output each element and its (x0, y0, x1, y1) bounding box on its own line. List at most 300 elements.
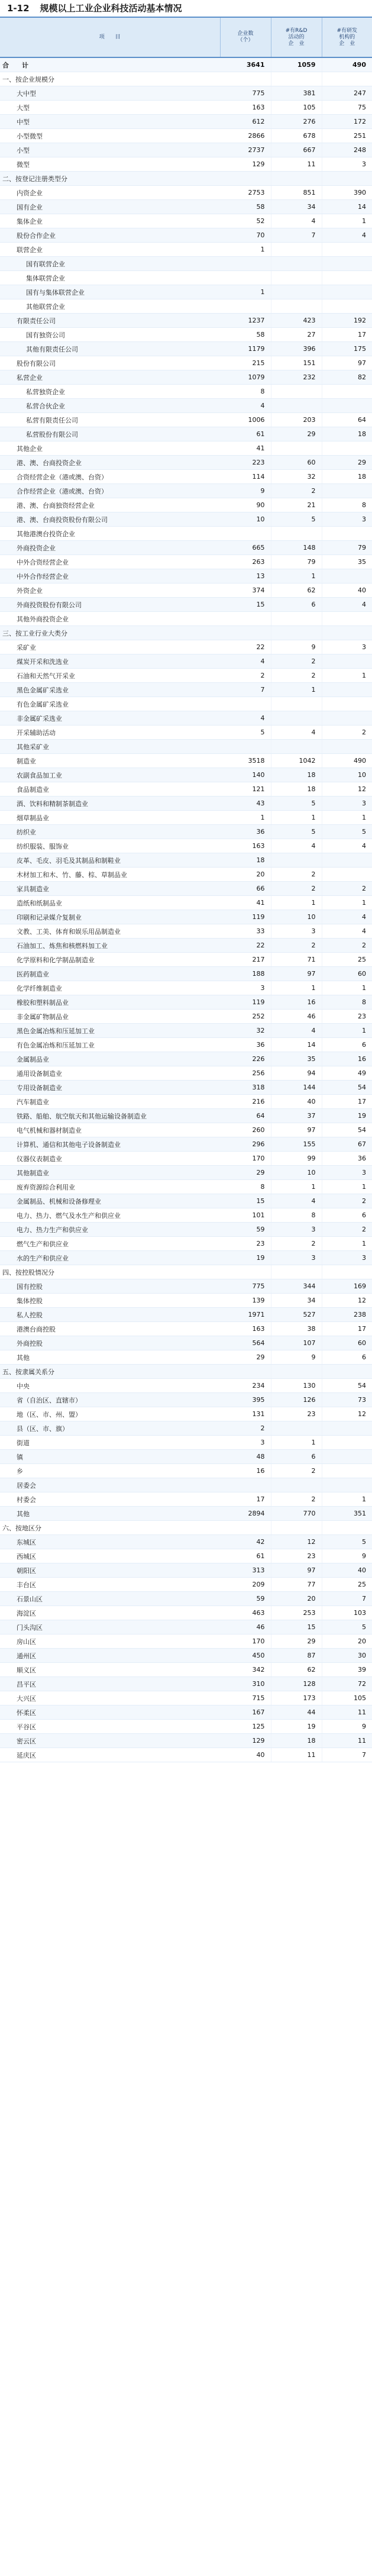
row-label: 怀柔区 (0, 1705, 220, 1720)
cell-institution-enterprises: 12 (322, 782, 372, 797)
cell-institution-enterprises: 9 (322, 1720, 372, 1734)
cell-rd-enterprises: 87 (271, 1649, 322, 1663)
cell-rd-enterprises (271, 399, 322, 413)
header-item: 项 目 (0, 17, 220, 57)
row-label: 通用设备制造业 (0, 1066, 220, 1081)
row-label: 顺义区 (0, 1663, 220, 1677)
cell-enterprises: 16 (220, 1464, 271, 1478)
table-row (0, 598, 372, 612)
table-row (0, 1720, 372, 1734)
row-label: 非金属矿采选业 (0, 711, 220, 726)
table-row (0, 825, 372, 839)
cell-rd-enterprises: 97 (271, 1123, 322, 1137)
cell-institution-enterprises (322, 243, 372, 257)
cell-rd-enterprises (271, 441, 322, 456)
cell-institution-enterprises: 1 (322, 669, 372, 683)
cell-institution-enterprises: 5 (322, 1620, 372, 1634)
cell-rd-enterprises: 12 (271, 1535, 322, 1549)
cell-rd-enterprises (271, 1365, 322, 1379)
cell-institution-enterprises (322, 172, 372, 186)
row-label: 合资经营企业（港或澳、台资） (0, 470, 220, 484)
table-row (0, 1095, 372, 1109)
row-label: 其他制造业 (0, 1166, 220, 1180)
cell-institution-enterprises: 5 (322, 825, 372, 839)
row-label: 私营企业 (0, 370, 220, 385)
cell-institution-enterprises: 60 (322, 1336, 372, 1350)
table-row (0, 853, 372, 868)
table-row (0, 328, 372, 342)
header-research-institution-enterprises: #有研发 机构的 企 业 (322, 17, 372, 57)
cell-rd-enterprises: 4 (271, 1024, 322, 1038)
cell-enterprises: 1 (220, 243, 271, 257)
table-number: 1-12 (7, 3, 30, 14)
cell-enterprises: 256 (220, 1066, 271, 1081)
cell-enterprises: 18 (220, 853, 271, 868)
row-label: 四、按控股情况分 (0, 1265, 220, 1279)
table-row (0, 1336, 372, 1350)
cell-enterprises: 564 (220, 1336, 271, 1350)
cell-enterprises: 163 (220, 839, 271, 853)
cell-rd-enterprises (271, 243, 322, 257)
row-label: 其他采矿业 (0, 740, 220, 754)
cell-rd-enterprises: 5 (271, 512, 322, 527)
cell-enterprises: 215 (220, 356, 271, 370)
cell-rd-enterprises: 79 (271, 555, 322, 569)
cell-enterprises (220, 626, 271, 640)
cell-institution-enterprises: 490 (322, 754, 372, 768)
row-label: 农副食品加工业 (0, 768, 220, 782)
cell-enterprises: 13 (220, 569, 271, 583)
table-row (0, 953, 372, 967)
cell-institution-enterprises (322, 1478, 372, 1492)
cell-rd-enterprises: 18 (271, 768, 322, 782)
row-label: 集体控股 (0, 1294, 220, 1308)
row-label: 港、澳、台商独资经营企业 (0, 498, 220, 512)
table-row (0, 967, 372, 981)
cell-enterprises (220, 271, 271, 285)
cell-rd-enterprises: 21 (271, 498, 322, 512)
row-label: 地（区、市、州、盟） (0, 1407, 220, 1421)
cell-enterprises (220, 740, 271, 754)
cell-enterprises: 463 (220, 1606, 271, 1620)
cell-institution-enterprises: 1 (322, 1024, 372, 1038)
row-label: 电力、热力生产和供应业 (0, 1223, 220, 1237)
cell-institution-enterprises: 25 (322, 953, 372, 967)
row-label: 其他港澳台投资企业 (0, 527, 220, 541)
table-row (0, 640, 372, 655)
table-row (0, 1123, 372, 1137)
cell-enterprises: 15 (220, 1194, 271, 1208)
table-row (0, 1393, 372, 1407)
table-row (0, 1066, 372, 1081)
cell-enterprises: 3518 (220, 754, 271, 768)
row-label: 电气机械和器材制造业 (0, 1123, 220, 1137)
row-label: 昌平区 (0, 1677, 220, 1691)
cell-institution-enterprises (322, 683, 372, 697)
table-row (0, 1024, 372, 1038)
row-label: 废弃资源综合利用业 (0, 1180, 220, 1194)
page-title (0, 0, 372, 17)
cell-institution-enterprises: 9 (322, 1549, 372, 1563)
cell-enterprises: 114 (220, 470, 271, 484)
table-row (0, 697, 372, 711)
row-label: 房山区 (0, 1634, 220, 1649)
table-row (0, 200, 372, 214)
cell-institution-enterprises: 17 (322, 1322, 372, 1336)
cell-rd-enterprises: 423 (271, 314, 322, 328)
table-row (0, 1478, 372, 1492)
cell-enterprises: 3 (220, 1436, 271, 1450)
cell-institution-enterprises: 11 (322, 1734, 372, 1748)
cell-enterprises: 36 (220, 825, 271, 839)
cell-institution-enterprises (322, 399, 372, 413)
cell-enterprises: 2866 (220, 129, 271, 143)
cell-enterprises: 313 (220, 1563, 271, 1578)
cell-institution-enterprises: 1 (322, 981, 372, 995)
data-table (0, 17, 372, 1762)
cell-institution-enterprises: 17 (322, 328, 372, 342)
table-row (0, 1365, 372, 1379)
cell-enterprises: 1237 (220, 314, 271, 328)
table-row (0, 129, 372, 143)
cell-institution-enterprises (322, 1421, 372, 1436)
table-row (0, 1634, 372, 1649)
cell-enterprises: 119 (220, 910, 271, 924)
cell-institution-enterprises: 97 (322, 356, 372, 370)
cell-enterprises: 125 (220, 1720, 271, 1734)
cell-enterprises: 19 (220, 1251, 271, 1265)
cell-enterprises: 90 (220, 498, 271, 512)
cell-institution-enterprises: 12 (322, 1294, 372, 1308)
table-row (0, 1535, 372, 1549)
cell-enterprises: 33 (220, 924, 271, 939)
cell-enterprises: 170 (220, 1634, 271, 1649)
cell-enterprises: 2737 (220, 143, 271, 157)
row-label: 丰台区 (0, 1578, 220, 1592)
table-row (0, 1180, 372, 1194)
table-row (0, 1081, 372, 1095)
cell-rd-enterprises: 44 (271, 1705, 322, 1720)
cell-rd-enterprises: 71 (271, 953, 322, 967)
cell-institution-enterprises: 23 (322, 1010, 372, 1024)
cell-enterprises: 64 (220, 1109, 271, 1123)
cell-rd-enterprises: 10 (271, 1166, 322, 1180)
cell-rd-enterprises: 19 (271, 1720, 322, 1734)
row-label: 合 计 (0, 57, 220, 72)
row-label: 国有企业 (0, 200, 220, 214)
cell-institution-enterprises: 8 (322, 498, 372, 512)
cell-institution-enterprises: 25 (322, 1578, 372, 1592)
row-label: 其他企业 (0, 441, 220, 456)
cell-enterprises (220, 1521, 271, 1535)
cell-rd-enterprises (271, 711, 322, 726)
cell-enterprises: 2 (220, 1421, 271, 1436)
table-row (0, 1208, 372, 1223)
row-label: 有色金属冶炼和压延加工业 (0, 1038, 220, 1052)
row-label: 外商投资企业 (0, 541, 220, 555)
cell-rd-enterprises: 99 (271, 1152, 322, 1166)
cell-enterprises: 395 (220, 1393, 271, 1407)
table-row (0, 1152, 372, 1166)
cell-rd-enterprises: 1 (271, 811, 322, 825)
row-label: 纺织业 (0, 825, 220, 839)
table-row (0, 1734, 372, 1748)
cell-rd-enterprises: 40 (271, 1095, 322, 1109)
row-label: 皮革、毛皮、羽毛及其制品和制鞋业 (0, 853, 220, 868)
table-row (0, 1052, 372, 1066)
row-label: 乡 (0, 1464, 220, 1478)
row-label: 大型 (0, 101, 220, 115)
cell-enterprises: 374 (220, 583, 271, 598)
row-label: 五、按隶属关系分 (0, 1365, 220, 1379)
cell-institution-enterprises (322, 271, 372, 285)
cell-institution-enterprises: 11 (322, 1705, 372, 1720)
cell-enterprises: 1006 (220, 413, 271, 427)
table-row (0, 711, 372, 726)
cell-rd-enterprises: 148 (271, 541, 322, 555)
cell-enterprises: 3 (220, 981, 271, 995)
cell-institution-enterprises: 2 (322, 726, 372, 740)
cell-enterprises: 234 (220, 1379, 271, 1393)
cell-rd-enterprises (271, 385, 322, 399)
cell-institution-enterprises: 4 (322, 228, 372, 243)
cell-enterprises: 22 (220, 939, 271, 953)
cell-institution-enterprises: 2 (322, 1194, 372, 1208)
cell-institution-enterprises: 238 (322, 1308, 372, 1322)
cell-rd-enterprises: 6 (271, 1450, 322, 1464)
row-label: 其他有限责任公司 (0, 342, 220, 356)
row-label: 纺织服装、服饰业 (0, 839, 220, 853)
cell-rd-enterprises: 253 (271, 1606, 322, 1620)
cell-institution-enterprises: 82 (322, 370, 372, 385)
cell-institution-enterprises: 3 (322, 640, 372, 655)
table-row (0, 981, 372, 995)
cell-enterprises: 40 (220, 1748, 271, 1762)
cell-rd-enterprises: 2 (271, 882, 322, 896)
table-row (0, 1166, 372, 1180)
cell-rd-enterprises: 34 (271, 200, 322, 214)
row-label: 印刷和记录媒介复制业 (0, 910, 220, 924)
table-body (0, 57, 372, 1762)
row-label: 其他 (0, 1507, 220, 1521)
table-row (0, 1563, 372, 1578)
cell-institution-enterprises: 251 (322, 129, 372, 143)
cell-rd-enterprises: 144 (271, 1081, 322, 1095)
cell-enterprises: 1 (220, 811, 271, 825)
cell-enterprises (220, 527, 271, 541)
cell-rd-enterprises (271, 1265, 322, 1279)
cell-enterprises: 22 (220, 640, 271, 655)
cell-institution-enterprises (322, 1436, 372, 1450)
cell-rd-enterprises: 62 (271, 583, 322, 598)
cell-rd-enterprises: 97 (271, 967, 322, 981)
cell-enterprises: 170 (220, 1152, 271, 1166)
row-label: 外资企业 (0, 583, 220, 598)
cell-enterprises: 41 (220, 441, 271, 456)
row-label: 港澳台商控股 (0, 1322, 220, 1336)
row-label: 有限责任公司 (0, 314, 220, 328)
cell-enterprises: 42 (220, 1535, 271, 1549)
table-row (0, 228, 372, 243)
row-label: 中型 (0, 115, 220, 129)
row-label: 集体联营企业 (0, 271, 220, 285)
cell-institution-enterprises: 2 (322, 882, 372, 896)
cell-enterprises: 121 (220, 782, 271, 797)
table-row (0, 285, 372, 299)
cell-rd-enterprises: 46 (271, 1010, 322, 1024)
table-row (0, 797, 372, 811)
row-label: 黑色金属冶炼和压延加工业 (0, 1024, 220, 1038)
cell-institution-enterprises: 16 (322, 1052, 372, 1066)
row-label: 国有联营企业 (0, 257, 220, 271)
cell-rd-enterprises (271, 271, 322, 285)
table-row (0, 1137, 372, 1152)
cell-institution-enterprises: 12 (322, 1407, 372, 1421)
cell-rd-enterprises (271, 172, 322, 186)
row-label: 股份有限公司 (0, 356, 220, 370)
row-label: 食品制造业 (0, 782, 220, 797)
row-label: 私营有限责任公司 (0, 413, 220, 427)
row-label: 专用设备制造业 (0, 1081, 220, 1095)
cell-institution-enterprises: 105 (322, 1691, 372, 1705)
row-label: 医药制造业 (0, 967, 220, 981)
table-row (0, 1507, 372, 1521)
cell-rd-enterprises (271, 697, 322, 711)
table-row (0, 882, 372, 896)
cell-rd-enterprises: 1 (271, 1180, 322, 1194)
cell-rd-enterprises: 4 (271, 726, 322, 740)
cell-institution-enterprises: 192 (322, 314, 372, 328)
cell-rd-enterprises: 173 (271, 1691, 322, 1705)
table-row (0, 1109, 372, 1123)
table-row (0, 172, 372, 186)
table-row (0, 583, 372, 598)
table-title: 规模以上工业企业科技活动基本情况 (40, 3, 182, 14)
table-row (0, 868, 372, 882)
row-label: 文教、工美、体育和娱乐用品制造业 (0, 924, 220, 939)
row-label: 外商控股 (0, 1336, 220, 1350)
table-row (0, 86, 372, 101)
table-row (0, 1421, 372, 1436)
row-label: 国有独资公司 (0, 328, 220, 342)
cell-rd-enterprises: 1 (271, 896, 322, 910)
cell-enterprises: 1179 (220, 342, 271, 356)
table-row (0, 1592, 372, 1606)
table-row (0, 1279, 372, 1294)
cell-enterprises: 7 (220, 683, 271, 697)
cell-rd-enterprises: 4 (271, 1194, 322, 1208)
cell-rd-enterprises: 2 (271, 1492, 322, 1507)
cell-rd-enterprises: 4 (271, 839, 322, 853)
cell-institution-enterprises (322, 441, 372, 456)
table-row (0, 1294, 372, 1308)
cell-institution-enterprises (322, 285, 372, 299)
row-label: 烟草制品业 (0, 811, 220, 825)
cell-enterprises (220, 1478, 271, 1492)
cell-enterprises (220, 72, 271, 86)
row-label: 外商投资股份有限公司 (0, 598, 220, 612)
cell-rd-enterprises: 105 (271, 101, 322, 115)
cell-institution-enterprises: 6 (322, 1350, 372, 1365)
table-row (0, 569, 372, 583)
cell-institution-enterprises: 1 (322, 1492, 372, 1507)
cell-enterprises: 2753 (220, 186, 271, 200)
cell-institution-enterprises: 60 (322, 967, 372, 981)
cell-rd-enterprises: 8 (271, 1208, 322, 1223)
cell-enterprises: 296 (220, 1137, 271, 1152)
table-row (0, 683, 372, 697)
cell-enterprises (220, 1265, 271, 1279)
table-row (0, 214, 372, 228)
table-row (0, 782, 372, 797)
cell-enterprises: 715 (220, 1691, 271, 1705)
cell-institution-enterprises: 3 (322, 797, 372, 811)
cell-institution-enterprises: 79 (322, 541, 372, 555)
row-label: 私营独资企业 (0, 385, 220, 399)
cell-enterprises: 61 (220, 1549, 271, 1563)
cell-rd-enterprises: 4 (271, 214, 322, 228)
cell-rd-enterprises: 9 (271, 640, 322, 655)
cell-institution-enterprises: 29 (322, 456, 372, 470)
cell-institution-enterprises: 2 (322, 939, 372, 953)
cell-rd-enterprises: 5 (271, 825, 322, 839)
table-row (0, 1237, 372, 1251)
table-row (0, 243, 372, 257)
cell-rd-enterprises: 667 (271, 143, 322, 157)
row-label: 石景山区 (0, 1592, 220, 1606)
cell-rd-enterprises: 35 (271, 1052, 322, 1066)
row-label: 铁路、船舶、航空航天和其他运输设备制造业 (0, 1109, 220, 1123)
cell-enterprises (220, 612, 271, 626)
row-label: 其他外商投资企业 (0, 612, 220, 626)
cell-enterprises: 1079 (220, 370, 271, 385)
cell-enterprises: 612 (220, 115, 271, 129)
row-label: 燃气生产和供应业 (0, 1237, 220, 1251)
cell-enterprises: 216 (220, 1095, 271, 1109)
cell-enterprises: 188 (220, 967, 271, 981)
cell-institution-enterprises (322, 385, 372, 399)
table-row (0, 101, 372, 115)
cell-rd-enterprises: 3 (271, 924, 322, 939)
cell-institution-enterprises: 247 (322, 86, 372, 101)
cell-institution-enterprises: 4 (322, 924, 372, 939)
row-label: 股份合作企业 (0, 228, 220, 243)
cell-enterprises: 4 (220, 399, 271, 413)
cell-enterprises: 131 (220, 1407, 271, 1421)
cell-enterprises: 163 (220, 1322, 271, 1336)
cell-enterprises: 310 (220, 1677, 271, 1691)
row-label: 石油和天然气开采业 (0, 669, 220, 683)
cell-enterprises: 36 (220, 1038, 271, 1052)
row-label: 家具制造业 (0, 882, 220, 896)
cell-institution-enterprises: 3 (322, 1251, 372, 1265)
row-label: 西城区 (0, 1549, 220, 1563)
cell-institution-enterprises (322, 612, 372, 626)
cell-rd-enterprises: 29 (271, 1634, 322, 1649)
cell-enterprises: 167 (220, 1705, 271, 1720)
cell-rd-enterprises: 18 (271, 782, 322, 797)
cell-rd-enterprises: 381 (271, 86, 322, 101)
cell-institution-enterprises (322, 299, 372, 314)
cell-enterprises (220, 299, 271, 314)
row-label: 制造业 (0, 754, 220, 768)
cell-institution-enterprises: 175 (322, 342, 372, 356)
cell-institution-enterprises: 3 (322, 157, 372, 172)
row-label: 国有与集体联营企业 (0, 285, 220, 299)
cell-institution-enterprises: 4 (322, 910, 372, 924)
table-row (0, 669, 372, 683)
table-row (0, 484, 372, 498)
